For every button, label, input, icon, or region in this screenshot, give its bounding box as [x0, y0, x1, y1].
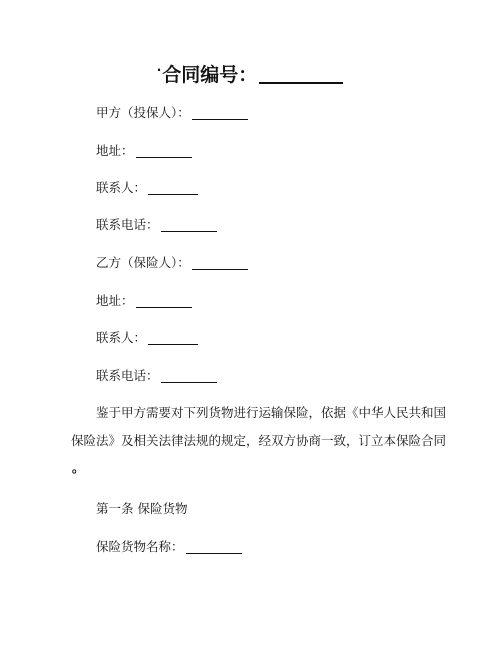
party-a-address-field [96, 142, 192, 160]
title-dot: · [156, 63, 162, 77]
party-a-phone-field [96, 216, 217, 234]
party-a-address-blank[interactable] [136, 143, 192, 158]
party-a-phone-blank[interactable] [161, 217, 217, 232]
party-b-label: 乙方（保险人）： [96, 255, 190, 270]
party-b-phone-blank[interactable] [161, 368, 217, 383]
contract-title [0, 62, 500, 90]
party-a-phone-label: 联系电话： [96, 217, 159, 232]
party-b-address-label: 地址： [96, 293, 134, 308]
party-b-blank[interactable] [192, 255, 248, 270]
goods-name-label: 保险货物名称： [96, 539, 184, 554]
party-b-contact-label: 联系人： [96, 330, 147, 345]
contract-number-blank[interactable] [259, 82, 343, 84]
party-b-address-field [96, 292, 192, 310]
party-a-contact-label: 联系人： [96, 180, 147, 195]
party-a-contact-field [96, 179, 198, 197]
article-1-heading: 第一条 保险货物 [96, 501, 188, 516]
party-a-label: 甲方（投保人）： [96, 105, 190, 120]
party-b-field [96, 254, 248, 272]
goods-name-field [96, 538, 242, 556]
party-b-address-blank[interactable] [136, 293, 192, 308]
party-a-contact-blank[interactable] [148, 180, 198, 195]
party-b-phone-label: 联系电话： [96, 368, 159, 383]
title-text: 合同编号： [162, 64, 258, 86]
party-a-blank[interactable] [192, 105, 248, 120]
goods-name-blank[interactable] [186, 539, 242, 554]
party-b-contact-blank[interactable] [148, 330, 198, 345]
party-b-contact-field [96, 329, 198, 347]
preamble-line-3: 。 [72, 460, 85, 475]
party-a-field [96, 104, 248, 122]
preamble-line-2: 保险法》及相关法律法规的规定，经双方协商一致，订立本保险合同 [71, 433, 447, 448]
party-b-phone-field [96, 367, 217, 385]
party-a-address-label: 地址： [96, 143, 134, 158]
preamble-line-1: 鉴于甲方需要对下列货物进行运输保险，依据《中华人民共和国 [96, 405, 447, 420]
